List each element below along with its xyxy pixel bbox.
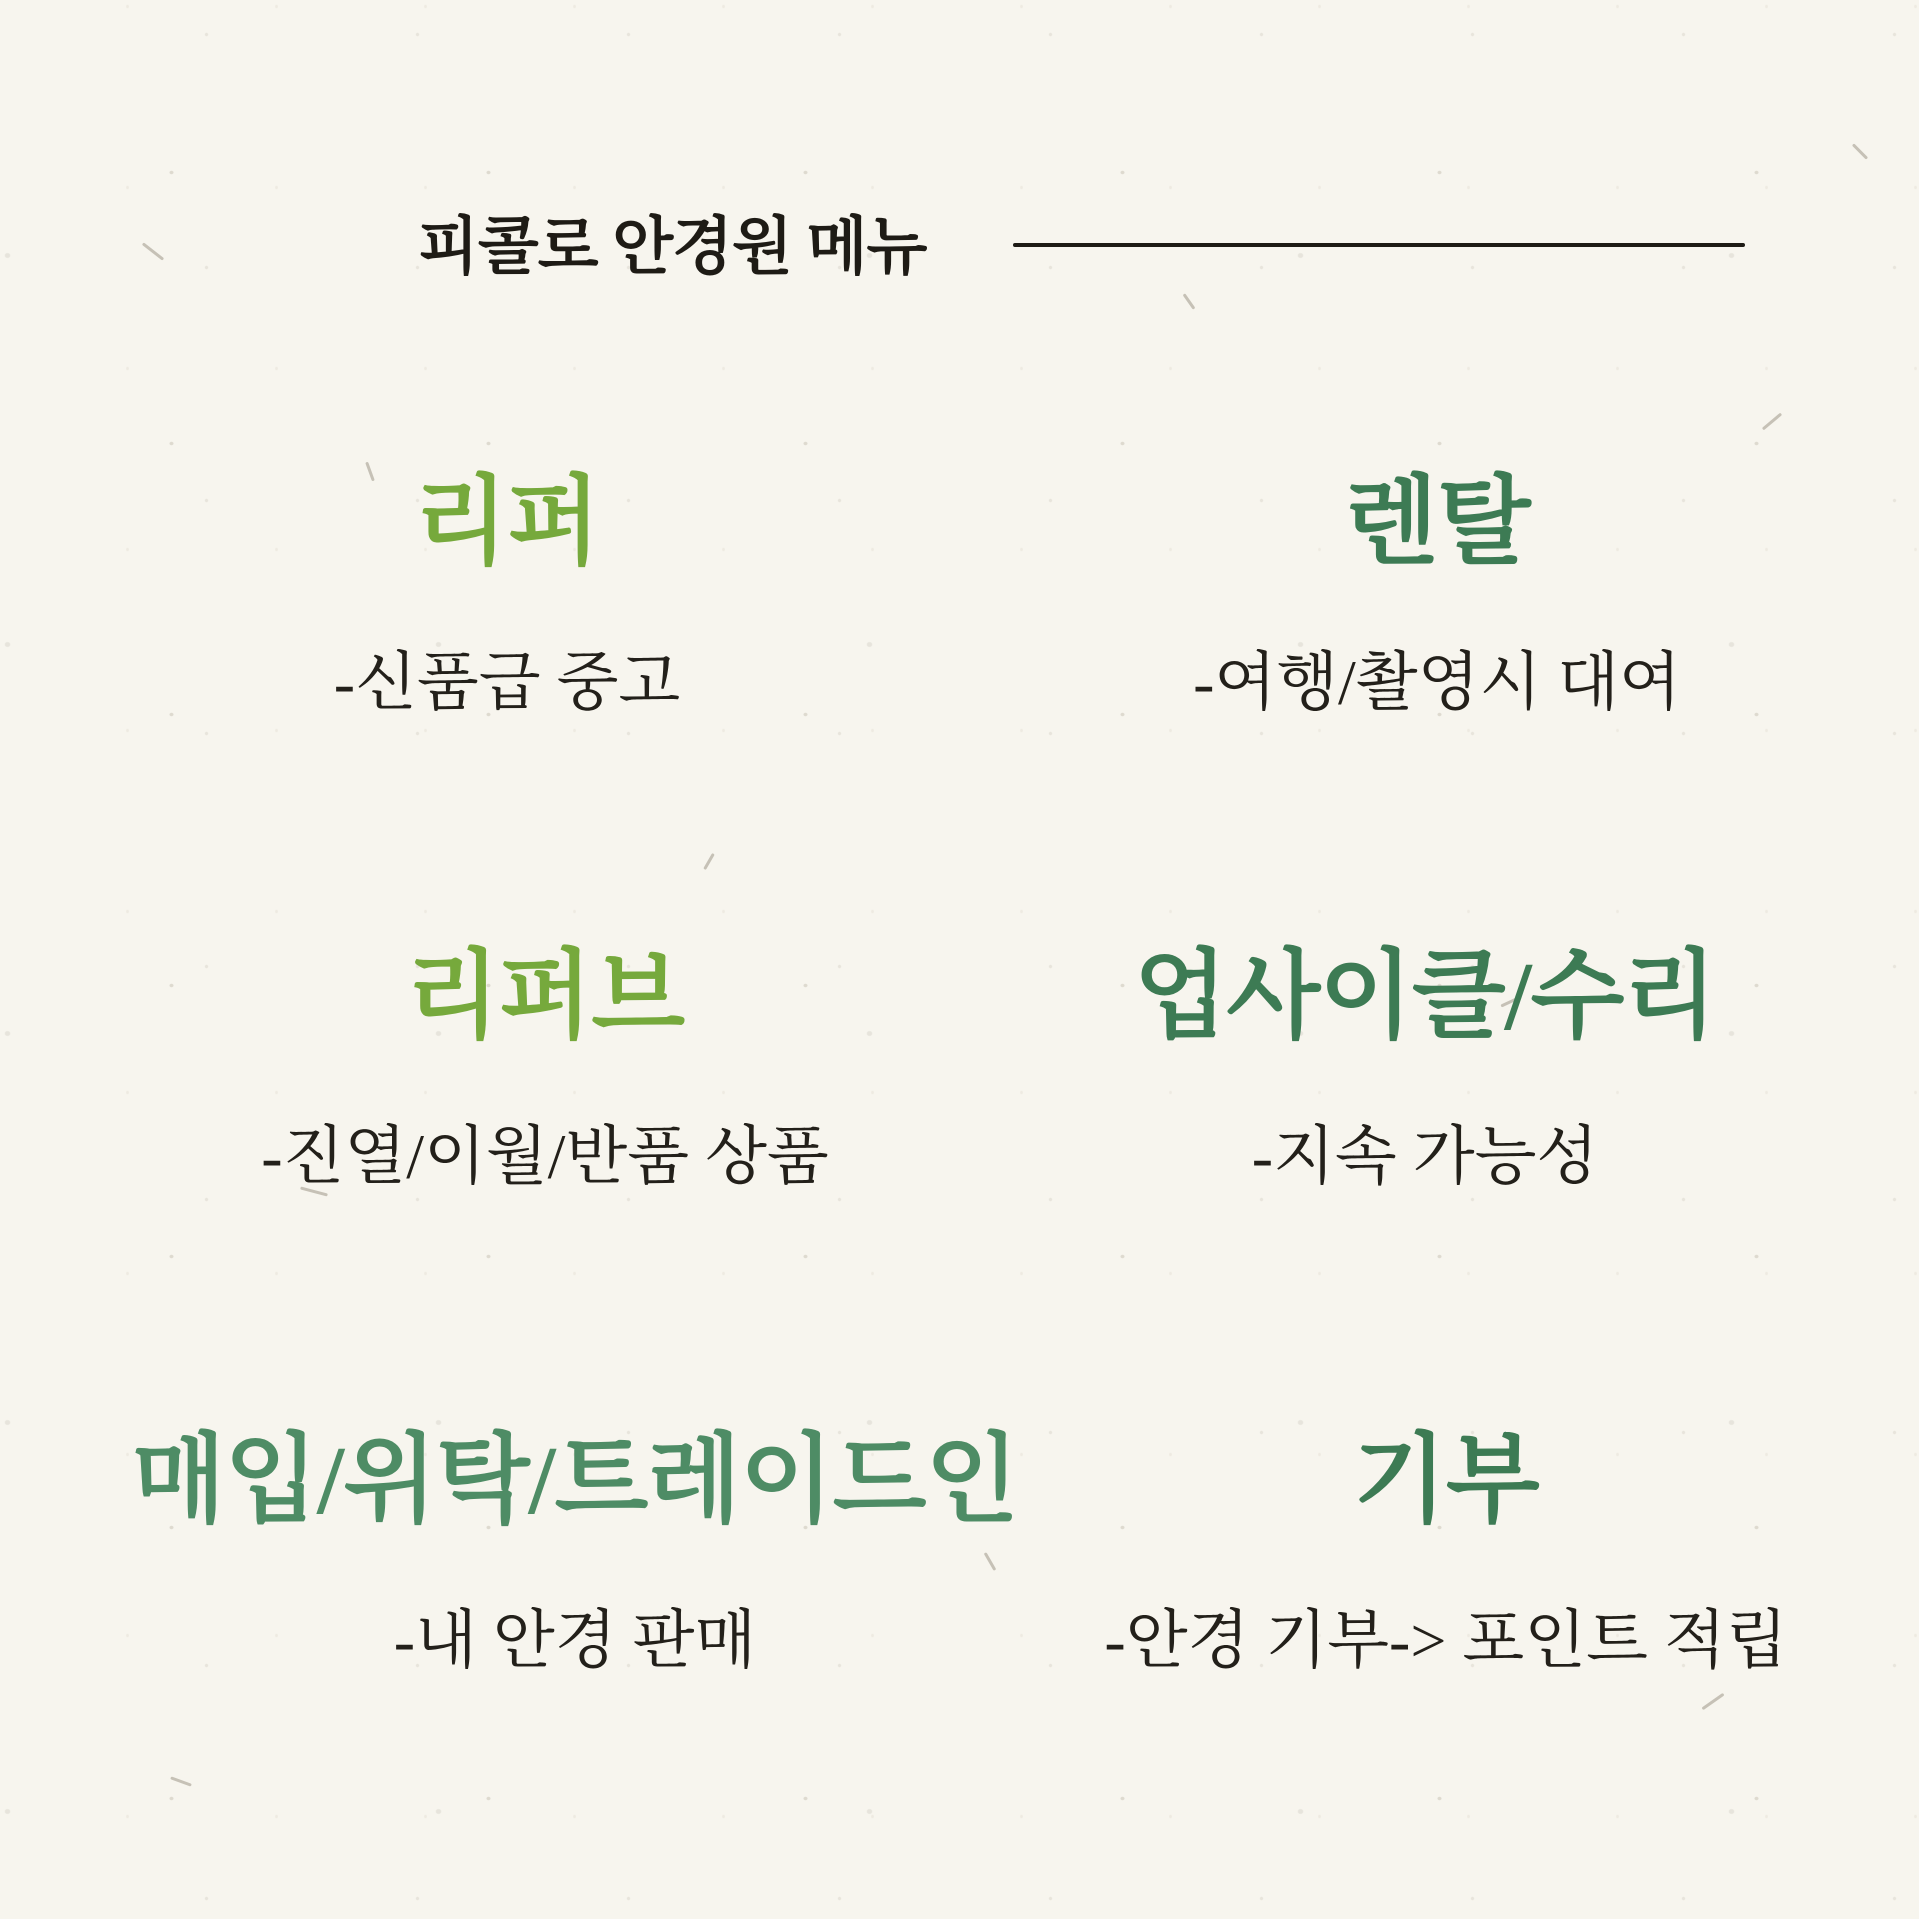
paper-fiber [1701,1693,1724,1710]
paper-fiber [1183,293,1196,309]
menu-item-buy-consign-trade-in [95,1427,1055,1676]
menu-item-label: 기부 [1353,1427,1539,1534]
paper-fiber [703,853,715,870]
menu-item-refurb [65,943,1025,1192]
paper-fiber [142,242,164,260]
menu-item-label: 업사이클/수리 [1133,943,1717,1050]
menu-item-description: -신품급 중고 [333,646,681,718]
menu-item-label: 리퍼 [414,469,600,576]
paper-fiber [170,1776,192,1786]
paper-fiber [1852,143,1868,159]
menu-item-description: -여행/촬영시 대여 [1193,646,1681,718]
menu-item-description: -진열/이월/반품 상품 [261,1120,829,1192]
menu-item-label: 렌탈 [1344,469,1530,576]
menu-item-description: -지속 가능성 [1251,1120,1599,1192]
menu-item-description: -안경 기부-> 포인트 적립 [1104,1604,1788,1676]
page-title: 피콜로 안경원 메뉴 [418,212,927,282]
menu-item-refurbished [27,469,987,718]
paper-fiber [1762,413,1782,431]
menu-item-label: 리퍼브 [405,943,685,1050]
title-divider-line [1013,243,1745,247]
menu-item-rental [957,469,1917,718]
menu-item-label: 매입/위탁/트레이드인 [131,1427,1019,1534]
menu-item-donation [966,1427,1919,1676]
menu-item-description: -내 안경 판매 [393,1604,757,1676]
menu-item-upcycle-repair [945,943,1905,1192]
